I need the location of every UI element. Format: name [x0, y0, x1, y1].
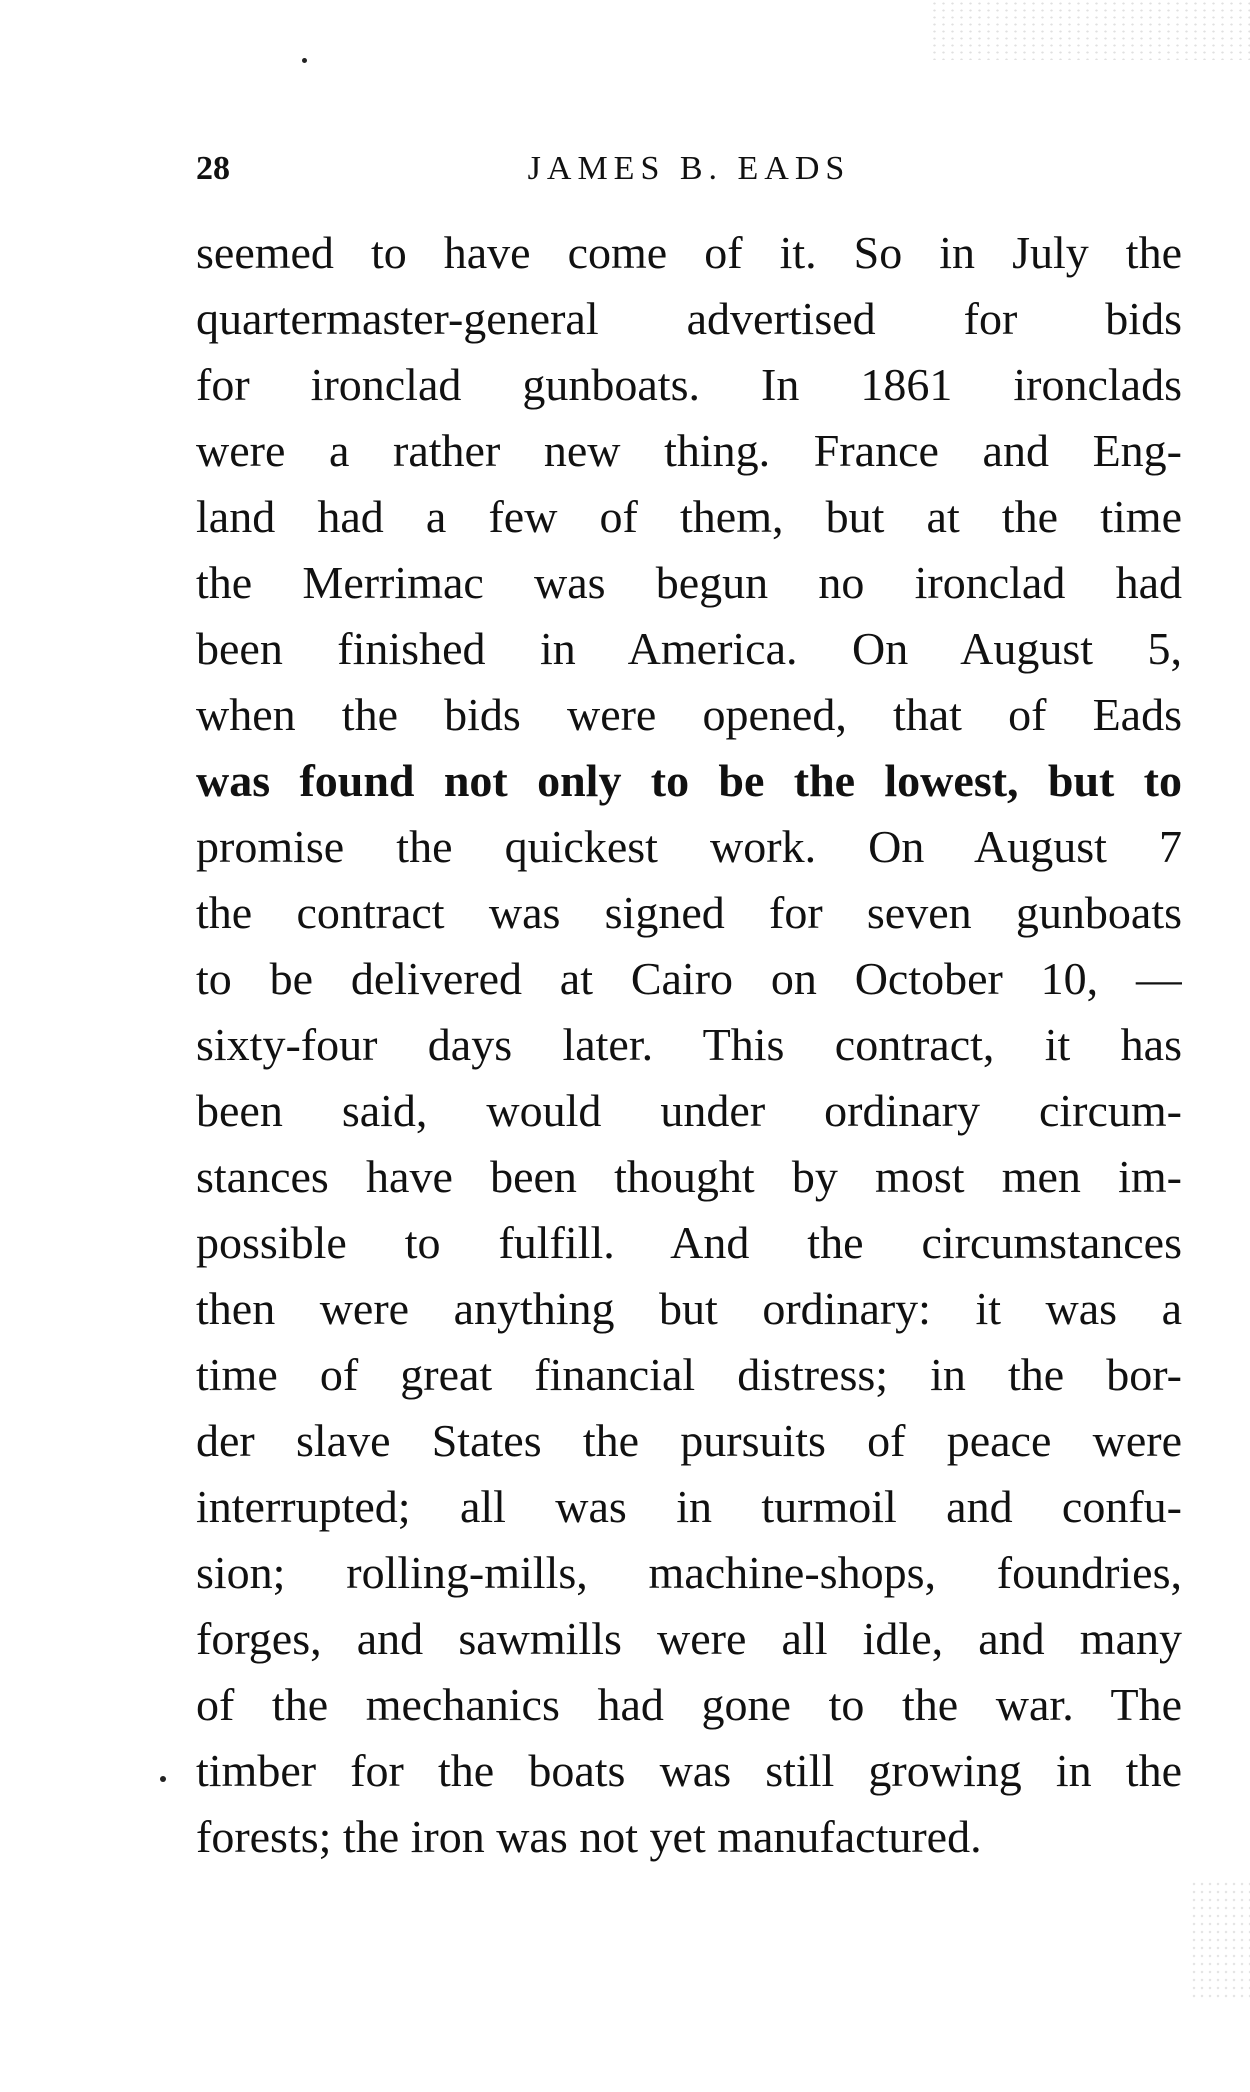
text-line: the contract was signed for seven gunboats — [196, 887, 1182, 938]
text-line: promise the quickest work. On August 7 — [196, 821, 1182, 872]
text-line: seemed to have come of it. So in July the — [196, 227, 1182, 278]
text-line: timber for the boats was still growing in the — [196, 1745, 1182, 1796]
scan-speck — [160, 1776, 166, 1782]
text-line: time of great financial distress; in the bor- — [196, 1349, 1182, 1400]
text-line: the Merrimac was begun no ironclad had — [196, 557, 1182, 608]
text-line: to be delivered at Cairo on October 10, — — [196, 953, 1182, 1004]
text-line: forests; the iron was not yet manufactured. — [196, 1811, 982, 1862]
text-line: been said, would under ordinary circum- — [196, 1085, 1182, 1136]
scan-speckle-right — [1190, 1880, 1250, 2000]
text-line: sixty-four days later. This contract, it has — [196, 1019, 1182, 1070]
text-line: stances have been thought by most men im- — [196, 1151, 1182, 1202]
text-line: der slave States the pursuits of peace were — [196, 1415, 1182, 1466]
text-line: of the mechanics had gone to the war. The — [196, 1679, 1182, 1730]
text-line: forges, and sawmills were all idle, and many — [196, 1613, 1182, 1664]
page-number: 28 — [196, 150, 230, 187]
scan-speck — [302, 58, 307, 63]
text-line: quartermaster-general advertised for bids — [196, 293, 1182, 344]
text-line: was found not only to be the lowest, but to — [196, 755, 1182, 806]
text-line: when the bids were opened, that of Eads — [196, 689, 1182, 740]
running-head: JAMES B. EADS — [527, 150, 851, 187]
page-header — [196, 144, 1182, 194]
text-line: were a rather new thing. France and Eng- — [196, 425, 1182, 476]
text-line: interrupted; all was in turmoil and confu- — [196, 1481, 1182, 1532]
text-line: been finished in America. On August 5, — [196, 623, 1182, 674]
text-line: then were anything but ordinary: it was a — [196, 1283, 1182, 1334]
text-line: sion; rolling-mills, machine-shops, foundries, — [196, 1547, 1182, 1598]
text-line: possible to fulfill. And the circumstances — [196, 1217, 1182, 1268]
text-line: land had a few of them, but at the time — [196, 491, 1182, 542]
text-line: for ironclad gunboats. In 1861 ironclads — [196, 359, 1182, 410]
scan-speckle-top — [930, 0, 1250, 60]
body-text — [196, 220, 1182, 1870]
